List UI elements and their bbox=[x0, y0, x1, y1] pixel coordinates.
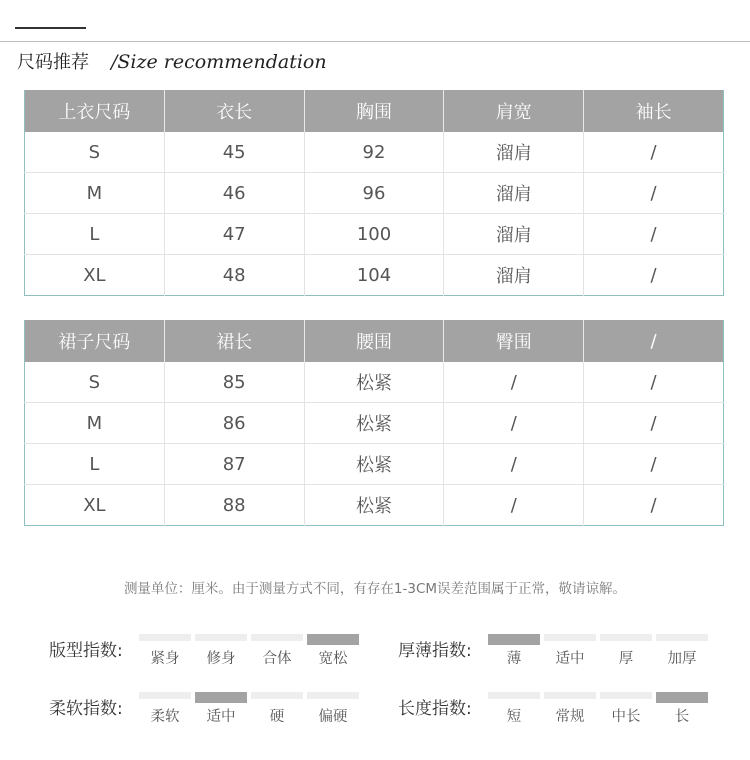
index-bar bbox=[307, 692, 359, 699]
index-label: 长度指数: bbox=[398, 699, 472, 719]
table-cell: 104 bbox=[304, 255, 444, 296]
fit-index bbox=[49, 634, 363, 668]
index-bar-selected bbox=[195, 692, 247, 703]
index-option-label: 加厚 bbox=[667, 651, 697, 667]
index-option bbox=[195, 634, 247, 668]
index-label: 版型指数: bbox=[49, 641, 123, 661]
measurement-note: 测量单位：厘米。由于测量方式不同，有存在1-3CM误差范围属于正常，敬请谅解。 bbox=[123, 581, 627, 597]
table-row bbox=[25, 255, 724, 296]
table-cell: / bbox=[584, 255, 724, 296]
skirt-size-table bbox=[24, 320, 724, 526]
index-option-label: 偏硬 bbox=[318, 709, 348, 725]
column-header: 袖长 bbox=[584, 90, 724, 132]
column-header: 肩宽 bbox=[444, 90, 584, 132]
table-cell: S bbox=[88, 141, 101, 163]
column-header: 衣长 bbox=[164, 90, 304, 132]
table-row bbox=[25, 485, 724, 526]
index-option-label: 薄 bbox=[506, 651, 522, 667]
table-cell: / bbox=[584, 403, 724, 444]
table-row bbox=[25, 214, 724, 255]
index-option-label: 常规 bbox=[555, 709, 585, 725]
index-options bbox=[139, 634, 363, 668]
column-header: 腰围 bbox=[304, 320, 444, 362]
table-cell: 100 bbox=[304, 214, 444, 255]
index-label: 柔软指数: bbox=[49, 699, 123, 719]
index-options bbox=[488, 634, 712, 668]
index-option-label: 宽松 bbox=[318, 651, 348, 667]
index-option bbox=[544, 692, 596, 726]
table-cell: 85 bbox=[164, 362, 304, 403]
table-row bbox=[25, 173, 724, 214]
index-bar bbox=[600, 692, 652, 699]
table-cell: / bbox=[444, 485, 584, 526]
index-option-label: 短 bbox=[506, 709, 522, 725]
index-option bbox=[139, 692, 191, 726]
table-cell: / bbox=[584, 132, 724, 173]
index-option-label: 硬 bbox=[269, 709, 285, 725]
index-option bbox=[307, 692, 359, 726]
index-option-label: 合体 bbox=[262, 651, 292, 667]
table-cell: 松紧 bbox=[304, 403, 444, 444]
length-index bbox=[398, 692, 712, 726]
table-cell: / bbox=[444, 403, 584, 444]
table-cell: M bbox=[25, 173, 165, 214]
index-option-label: 适中 bbox=[206, 709, 236, 725]
index-option bbox=[600, 692, 652, 726]
column-header: 裙长 bbox=[164, 320, 304, 362]
table-cell: XL bbox=[25, 255, 165, 296]
index-option bbox=[251, 692, 303, 726]
table-cell: 88 bbox=[164, 485, 304, 526]
table-cell: 溜肩 bbox=[444, 214, 584, 255]
index-option-label: 长 bbox=[674, 709, 690, 725]
index-option bbox=[544, 634, 596, 668]
table-cell: / bbox=[584, 173, 724, 214]
table-cell: 松紧 bbox=[304, 444, 444, 485]
softness-index bbox=[49, 692, 363, 726]
index-option-label: 修身 bbox=[206, 651, 236, 667]
table-row bbox=[25, 132, 724, 173]
index-bar bbox=[544, 634, 596, 641]
table-cell: 松紧 bbox=[304, 362, 444, 403]
index-option-label: 紧身 bbox=[150, 651, 180, 667]
thickness-index bbox=[398, 634, 712, 668]
index-option bbox=[251, 634, 303, 668]
table-row bbox=[25, 403, 724, 444]
index-option bbox=[656, 692, 708, 726]
table-cell: / bbox=[444, 444, 584, 485]
index-bar bbox=[195, 634, 247, 641]
index-bar bbox=[251, 692, 303, 699]
table-cell: 48 bbox=[164, 255, 304, 296]
index-bar bbox=[600, 634, 652, 641]
column-header: / bbox=[584, 320, 724, 362]
index-bar bbox=[139, 692, 191, 699]
index-options bbox=[488, 692, 712, 726]
index-bar bbox=[139, 634, 191, 641]
index-option bbox=[195, 692, 247, 726]
table-header-row bbox=[25, 320, 724, 362]
table-cell: 87 bbox=[164, 444, 304, 485]
top-size-table bbox=[24, 90, 724, 296]
table-cell: 溜肩 bbox=[444, 173, 584, 214]
table-cell: 溜肩 bbox=[444, 255, 584, 296]
table-cell: 47 bbox=[164, 214, 304, 255]
index-bar bbox=[251, 634, 303, 641]
index-option bbox=[139, 634, 191, 668]
table-cell: L bbox=[25, 444, 165, 485]
table-row bbox=[25, 362, 724, 403]
heading-chinese: 尺码推荐 bbox=[17, 52, 89, 73]
index-label: 厚薄指数: bbox=[398, 641, 472, 661]
index-option-label: 柔软 bbox=[150, 709, 180, 725]
index-bar-selected bbox=[307, 634, 359, 645]
top-accent-line bbox=[15, 27, 86, 29]
table-cell: M bbox=[25, 403, 165, 444]
table-cell: L bbox=[25, 214, 165, 255]
table-cell: 92 bbox=[304, 132, 444, 173]
index-option bbox=[488, 692, 540, 726]
table-cell: 溜肩 bbox=[444, 132, 584, 173]
table-header-row bbox=[25, 90, 724, 132]
section-heading bbox=[17, 48, 327, 74]
index-options bbox=[139, 692, 363, 726]
table-cell: 86 bbox=[164, 403, 304, 444]
column-header: 上衣尺码 bbox=[25, 90, 165, 132]
table-cell: / bbox=[584, 362, 724, 403]
column-header: 臀围 bbox=[444, 320, 584, 362]
index-option-label: 适中 bbox=[555, 651, 585, 667]
table-cell: S bbox=[88, 371, 101, 393]
index-bar-selected bbox=[656, 692, 708, 703]
table-cell: / bbox=[584, 214, 724, 255]
top-divider bbox=[0, 41, 750, 42]
column-header: 裙子尺码 bbox=[25, 320, 165, 362]
heading-english: /Size recommendation bbox=[111, 51, 327, 73]
table-cell: 46 bbox=[164, 173, 304, 214]
table-cell: / bbox=[584, 444, 724, 485]
index-bar bbox=[544, 692, 596, 699]
table-cell: 96 bbox=[304, 173, 444, 214]
index-bar-selected bbox=[488, 634, 540, 645]
index-option bbox=[488, 634, 540, 668]
table-cell: XL bbox=[25, 485, 165, 526]
index-option-label: 厚 bbox=[618, 651, 634, 667]
index-option-label: 中长 bbox=[611, 709, 641, 725]
index-bar bbox=[656, 634, 708, 641]
index-option bbox=[600, 634, 652, 668]
table-cell: / bbox=[584, 485, 724, 526]
index-option bbox=[307, 634, 359, 668]
index-bar bbox=[488, 692, 540, 699]
table-cell: 松紧 bbox=[304, 485, 444, 526]
table-row bbox=[25, 444, 724, 485]
index-option bbox=[656, 634, 708, 668]
table-cell: / bbox=[444, 362, 584, 403]
table-cell: 45 bbox=[164, 132, 304, 173]
column-header: 胸围 bbox=[304, 90, 444, 132]
